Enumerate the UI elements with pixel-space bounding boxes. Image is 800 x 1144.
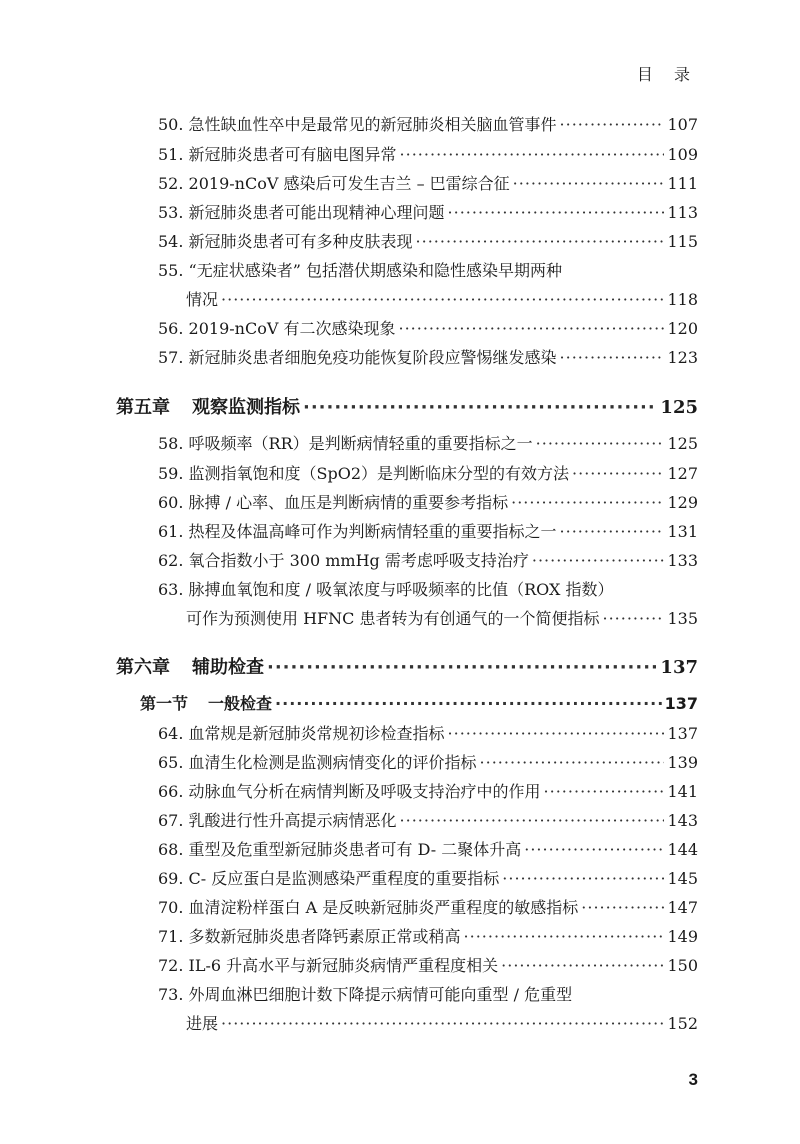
entry-title: 65. 血清生化检测是监测病情变化的评价指标 bbox=[158, 753, 477, 772]
entry-title: 50. 急性缺血性卒中是最常见的新冠肺炎相关脑血管事件 bbox=[158, 115, 557, 134]
dot-leader bbox=[572, 464, 664, 483]
toc-entry bbox=[158, 837, 698, 860]
entry-title: 66. 动脉血气分析在病情判断及呼吸支持治疗中的作用 bbox=[158, 782, 541, 801]
entry-title: 69. C- 反应蛋白是监测感染严重程度的重要指标 bbox=[158, 869, 500, 888]
entry-page-number: 137 bbox=[667, 724, 698, 743]
toc-entry bbox=[158, 431, 698, 454]
entry-title: 一般检查 bbox=[208, 694, 273, 713]
entry-page-number: 111 bbox=[667, 174, 698, 193]
entry-title: 辅助检查 bbox=[192, 657, 264, 678]
toc-entry bbox=[158, 519, 698, 542]
chapter-heading bbox=[116, 393, 698, 419]
dot-leader bbox=[581, 898, 664, 917]
toc-entry bbox=[158, 953, 698, 976]
toc-entry bbox=[158, 490, 698, 513]
entry-title: 观察监测指标 bbox=[192, 397, 300, 418]
entry-page-number: 118 bbox=[667, 290, 698, 309]
entry-title: 57. 新冠肺炎患者细胞免疫功能恢复阶段应警惕继发感染 bbox=[158, 348, 557, 367]
entry-page-number: 135 bbox=[667, 609, 698, 628]
dot-leader bbox=[398, 319, 664, 338]
entry-title: 58. 呼吸频率（RR）是判断病情轻重的重要指标之一 bbox=[158, 434, 533, 453]
page-number: 3 bbox=[688, 1070, 698, 1089]
toc-entry bbox=[186, 1011, 698, 1034]
dot-leader bbox=[416, 232, 665, 251]
entry-page-number: 107 bbox=[667, 115, 698, 134]
dot-leader bbox=[275, 694, 662, 713]
dot-leader bbox=[560, 522, 665, 541]
entry-title: 56. 2019-nCoV 有二次感染现象 bbox=[158, 319, 396, 338]
toc-entry bbox=[158, 750, 698, 773]
entry-page-number: 143 bbox=[667, 811, 698, 830]
toc-entry bbox=[158, 779, 698, 802]
entry-title: 60. 脉搏 / 心率、血压是判断病情的重要参考指标 bbox=[158, 493, 509, 512]
toc-entry bbox=[158, 229, 698, 252]
dot-leader bbox=[464, 927, 665, 946]
entry-page-number: 150 bbox=[667, 956, 698, 975]
entry-page-number: 144 bbox=[667, 840, 698, 859]
entry-page-number: 125 bbox=[667, 434, 698, 453]
section-heading bbox=[140, 691, 698, 714]
dot-leader bbox=[513, 174, 665, 193]
dot-leader bbox=[560, 348, 665, 367]
dot-leader bbox=[221, 290, 664, 309]
entry-page-number: 152 bbox=[667, 1014, 698, 1033]
entry-page-number: 141 bbox=[667, 782, 698, 801]
entry-title: 进展 bbox=[186, 1014, 219, 1033]
toc-entry-line: 63. 脉搏血氧饱和度 / 吸氧浓度与呼吸频率的比值（ROX 指数） bbox=[158, 580, 614, 599]
dot-leader bbox=[221, 1014, 664, 1033]
dot-leader bbox=[400, 145, 665, 164]
dot-leader bbox=[560, 115, 665, 134]
chapter-heading bbox=[116, 653, 698, 679]
dot-leader bbox=[267, 657, 657, 678]
heading-number: 第五章 bbox=[116, 397, 170, 418]
toc-entry-line: 55. “无症状感染者” 包括潜伏期感染和隐性感染早期两种 bbox=[158, 261, 562, 280]
toc-entry bbox=[158, 171, 698, 194]
dot-leader bbox=[501, 956, 664, 975]
entry-title: 可作为预测使用 HFNC 患者转为有创通气的一个简便指标 bbox=[186, 609, 600, 628]
dot-leader bbox=[536, 434, 665, 453]
entry-page-number: 137 bbox=[664, 694, 698, 713]
heading-number: 第六章 bbox=[116, 657, 170, 678]
entry-page-number: 109 bbox=[667, 145, 698, 164]
toc-entry bbox=[158, 200, 698, 223]
entry-title: 71. 多数新冠肺炎患者降钙素原正常或稍高 bbox=[158, 927, 461, 946]
dot-leader bbox=[602, 609, 664, 628]
toc-entry bbox=[158, 345, 698, 368]
entry-title: 52. 2019-nCoV 感染后可发生吉兰 – 巴雷综合征 bbox=[158, 174, 510, 193]
entry-page-number: 145 bbox=[667, 869, 698, 888]
toc-entry bbox=[158, 316, 698, 339]
dot-leader bbox=[511, 493, 664, 512]
dot-leader bbox=[448, 724, 665, 743]
entry-title: 情况 bbox=[186, 290, 219, 309]
dot-leader bbox=[502, 869, 664, 888]
entry-page-number: 137 bbox=[660, 657, 698, 678]
entry-page-number: 125 bbox=[660, 397, 698, 418]
toc-entry bbox=[158, 895, 698, 918]
toc-entry bbox=[158, 808, 698, 831]
heading-number: 第一节 bbox=[140, 694, 189, 713]
dot-leader bbox=[532, 551, 665, 570]
toc-entry bbox=[158, 548, 698, 571]
toc-entry bbox=[158, 924, 698, 947]
entry-title: 64. 血常规是新冠肺炎常规初诊检查指标 bbox=[158, 724, 445, 743]
entry-title: 70. 血清淀粉样蛋白 A 是反映新冠肺炎严重程度的敏感指标 bbox=[158, 898, 579, 917]
dot-leader bbox=[480, 753, 665, 772]
toc-entry bbox=[158, 721, 698, 744]
entry-title: 53. 新冠肺炎患者可能出现精神心理问题 bbox=[158, 203, 445, 222]
toc-entry bbox=[158, 142, 698, 165]
entry-title: 72. IL-6 升高水平与新冠肺炎病情严重程度相关 bbox=[158, 956, 499, 975]
entry-title: 62. 氧合指数小于 300 mmHg 需考虑呼吸支持治疗 bbox=[158, 551, 529, 570]
toc-entry bbox=[158, 461, 698, 484]
dot-leader bbox=[448, 203, 665, 222]
dot-leader bbox=[400, 811, 665, 830]
entry-page-number: 129 bbox=[667, 493, 698, 512]
entry-title: 67. 乳酸进行性升高提示病情恶化 bbox=[158, 811, 397, 830]
toc-entry bbox=[158, 112, 698, 135]
dot-leader bbox=[524, 840, 664, 859]
entry-title: 61. 热程及体温高峰可作为判断病情轻重的重要指标之一 bbox=[158, 522, 557, 541]
dot-leader bbox=[303, 397, 657, 418]
toc-entry bbox=[186, 606, 698, 629]
toc-entry-line: 73. 外周血淋巴细胞计数下降提示病情可能向重型 / 危重型 bbox=[158, 985, 573, 1004]
entry-title: 59. 监测指氧饱和度（SpO2）是判断临床分型的有效方法 bbox=[158, 464, 570, 483]
entry-page-number: 123 bbox=[667, 348, 698, 367]
entry-page-number: 131 bbox=[667, 522, 698, 541]
entry-page-number: 149 bbox=[667, 927, 698, 946]
running-header: 目 录 bbox=[636, 65, 698, 84]
entry-page-number: 139 bbox=[667, 753, 698, 772]
toc-entry bbox=[158, 866, 698, 889]
entry-page-number: 120 bbox=[667, 319, 698, 338]
entry-page-number: 115 bbox=[667, 232, 698, 251]
entry-title: 68. 重型及危重型新冠肺炎患者可有 D- 二聚体升高 bbox=[158, 840, 522, 859]
entry-page-number: 127 bbox=[667, 464, 698, 483]
entry-page-number: 113 bbox=[667, 203, 698, 222]
toc-entry bbox=[186, 287, 698, 310]
entry-title: 54. 新冠肺炎患者可有多种皮肤表现 bbox=[158, 232, 413, 251]
entry-title: 51. 新冠肺炎患者可有脑电图异常 bbox=[158, 145, 397, 164]
dot-leader bbox=[544, 782, 665, 801]
entry-page-number: 133 bbox=[667, 551, 698, 570]
entry-page-number: 147 bbox=[667, 898, 698, 917]
